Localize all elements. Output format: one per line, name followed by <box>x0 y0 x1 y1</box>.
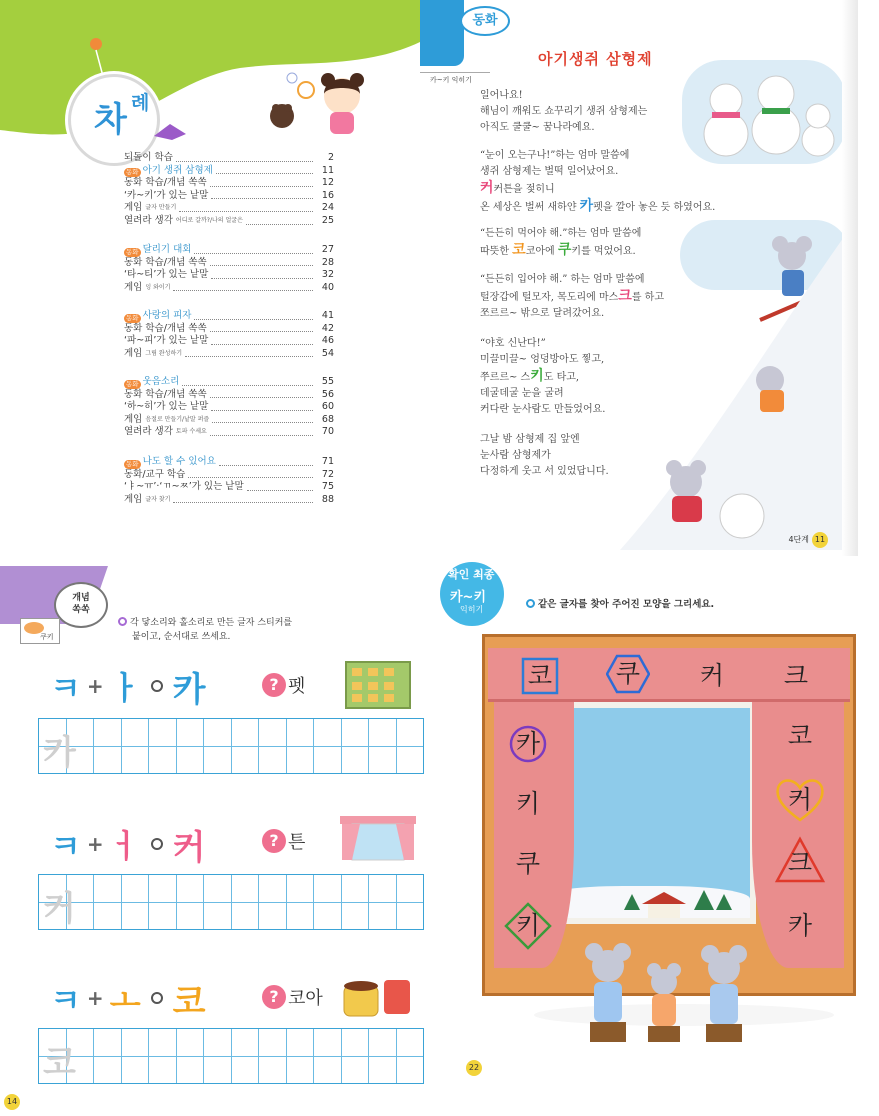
toc-title-main: 차 <box>94 100 127 140</box>
activity-subtitle: 익히기 <box>460 605 484 614</box>
page-number: 22 <box>466 1060 482 1076</box>
activity-title-top: 확인 최종 <box>448 568 495 581</box>
story-badge: 동화 <box>126 313 139 322</box>
toc-row[interactable]: 동화 학습/개념 쏙쏙 42 <box>124 322 334 334</box>
toc-row[interactable]: ‘하~히’가 있는 낱말 60 <box>124 401 334 413</box>
letter-equation: ㅋ + ㅏ 카 <box>50 669 206 710</box>
word-hint: ? 코아 <box>262 984 323 1010</box>
activity-page <box>434 556 879 1116</box>
toc-row[interactable]: 게임 잉 와이기 40 <box>124 281 334 293</box>
letter-triangle[interactable]: 크 <box>774 836 826 884</box>
curtain-window-picture <box>338 812 418 864</box>
letter-equation: ㅋ + ㅓ 커 <box>50 827 206 868</box>
letter-square[interactable]: 코 <box>520 656 560 696</box>
toc-page <box>0 0 420 556</box>
word-hint: ? 펫 <box>262 672 305 698</box>
toc-row[interactable]: 게임 글자 만들기 24 <box>124 202 334 214</box>
toc-row[interactable]: 동화 사랑의 피자 41 <box>126 310 334 322</box>
toc-title-sub: 례 <box>131 92 150 114</box>
carpet-picture <box>344 660 412 710</box>
page-footer: 4단계 11 <box>788 532 828 548</box>
divider <box>420 72 490 73</box>
toc-row[interactable]: 게임 그림 완성하기 54 <box>124 347 334 359</box>
arrow-icon <box>151 838 163 850</box>
toc-row[interactable]: 동화 아기 생쥐 삼형제 11 <box>126 164 334 177</box>
toc-row[interactable]: 되돌이 학습 2 <box>124 152 334 163</box>
arrow-icon <box>151 992 163 1004</box>
letter-circle[interactable]: 카 <box>508 724 548 764</box>
letter[interactable]: 크 <box>783 661 809 690</box>
story-paragraph: 일어나요! 해님이 깨워도 쇼꾸리기 생쥐 삼형제는 아직도 쿨쿨~ 꿈나라예요. <box>480 90 648 133</box>
page-gutter-shade <box>842 0 858 556</box>
writing-practice-page <box>0 556 434 1116</box>
cookie-sticker-label: 쿠키 <box>40 633 54 641</box>
trace-letter: 코 <box>43 1043 76 1083</box>
toc-section-2 <box>124 244 334 294</box>
cocoa-cup-picture <box>340 972 414 1022</box>
toc-section-1 <box>124 152 334 228</box>
arrow-icon <box>151 680 163 692</box>
page-number: 11 <box>812 532 828 548</box>
page-number: 14 <box>4 1094 20 1110</box>
letter-diamond[interactable]: 키 <box>504 902 552 950</box>
question-icon: ? <box>262 829 286 853</box>
instruction: 각 닿소리와 홀소리로 만든 글자 스티커를 붙이고, 순서대로 쓰세요. <box>118 616 292 644</box>
activity-title: 카~키 <box>450 590 487 605</box>
writing-grid[interactable] <box>38 718 424 774</box>
girl-blowing-bubbles-illustration <box>262 66 372 141</box>
toc-row[interactable]: 동화/교구 학습 72 <box>124 468 334 480</box>
story-tab: 동화 <box>460 6 510 36</box>
trace-letter: 카 <box>43 733 76 773</box>
story-paragraph: 그날 밤 삼형제 집 앞엔 눈사람 삼형제가 다정하게 웃고 서 있었답니다. <box>480 434 609 477</box>
three-mice-illustration <box>574 942 794 1052</box>
letter-hexagon[interactable]: 쿠 <box>606 654 650 694</box>
question-icon: ? <box>262 985 286 1009</box>
story-page <box>420 0 858 556</box>
story-badge: 동화 <box>126 168 139 177</box>
letter-equation: ㅋ + ㅗ 코 <box>50 981 206 1022</box>
story-title: 아기생쥐 삼형제 <box>538 50 653 68</box>
toc-section-4 <box>124 376 334 439</box>
toc-row[interactable]: 동화 달리기 대회 27 <box>126 244 334 256</box>
toc-row[interactable]: 동화 학습/개념 쏙쏙 28 <box>124 256 334 268</box>
toc-row[interactable]: 동화 학습/개념 쏙쏙 12 <box>124 177 334 189</box>
story-badge: 동화 <box>126 379 139 388</box>
story-paragraph: “눈이 오는구나!”하는 엄마 말씀에 생쥐 삼형제는 벌떡 일어났어요. 커커튼을 젖히니 온 세상은 벌써 새하얀 카펫을 깔아 놓은 듯 하였어요. <box>480 150 716 214</box>
toc-row[interactable]: 열려라 생각 어디로 갈까?/나의 얼굴은 25 <box>124 214 334 226</box>
house-and-trees-illustration <box>624 886 734 920</box>
question-icon: ? <box>262 673 286 697</box>
toc-row[interactable]: ‘카~키’가 있는 낱말 16 <box>124 189 334 201</box>
toc-row[interactable]: 동화 웃음소리 55 <box>126 376 334 388</box>
toc-row[interactable]: ‘파~피’가 있는 낱말 46 <box>124 335 334 347</box>
toc-row[interactable]: 열려라 생각 토파 수세요 70 <box>124 426 334 438</box>
story-paragraph: “든든히 입어야 해.” 하는 엄마 말씀에 털장갑에 털모자, 목도리에 마스크를 하고 쪼르르~ 밖으로 달려갔어요. <box>480 274 664 319</box>
bullet-icon <box>118 617 127 626</box>
toc-row[interactable]: 동화 학습/개념 쏙쏙 56 <box>124 388 334 400</box>
toc-row[interactable]: ‘타~티’가 있는 낱말 32 <box>124 269 334 281</box>
writing-grid[interactable] <box>38 1028 424 1084</box>
bullet-icon <box>526 599 535 608</box>
concept-tab-label: 개념 쏙쏙 <box>72 593 90 615</box>
writing-grid[interactable] <box>38 874 424 930</box>
snowy-hill-illustration <box>620 220 856 550</box>
story-badge: 동화 <box>126 459 139 468</box>
bird-illustration <box>150 120 190 146</box>
toc-row[interactable]: 게임 글자 찾기 88 <box>124 493 334 505</box>
trace-letter: 커 <box>43 889 76 929</box>
story-tab-bar <box>420 0 464 66</box>
story-badge: 동화 <box>126 247 139 256</box>
letter[interactable]: 코 <box>787 721 813 750</box>
letter[interactable]: 쿠 <box>515 849 541 878</box>
toc-row[interactable]: ‘ㅑ~ㅠ’·‘ㄲ~ㅉ’가 있는 낱말 75 <box>124 481 334 493</box>
instruction: 같은 글자를 찾아 주어진 모양을 그리세요. <box>526 596 714 610</box>
toc-section-3 <box>124 310 334 360</box>
letter[interactable]: 커 <box>699 661 725 690</box>
letter-heart[interactable]: 커 <box>774 776 826 824</box>
story-paragraph: “든든히 먹어야 해.”하는 엄마 말씀에 따뜻한 코코아에 쿠키를 먹었어요. <box>480 228 642 258</box>
story-subtab: 카~키 익히기 <box>430 76 472 84</box>
toc-row[interactable]: 동화 나도 할 수 있어요 71 <box>126 456 334 468</box>
letter[interactable]: 카 <box>787 911 813 940</box>
toc-row[interactable]: 게임 음절로 만들기/낱말 퍼즐 68 <box>124 413 334 425</box>
toc-section-5 <box>124 456 334 506</box>
word-hint: ? 튼 <box>262 828 305 854</box>
letter[interactable]: 키 <box>515 789 541 818</box>
story-paragraph: “야호 신난다!” 미끌미끌~ 엉덩방아도 찧고, 쭈르르~ 스키도 타고, 데굴데굴 눈을 굴려 커다란 눈사람도 만들었어요. <box>480 338 606 415</box>
